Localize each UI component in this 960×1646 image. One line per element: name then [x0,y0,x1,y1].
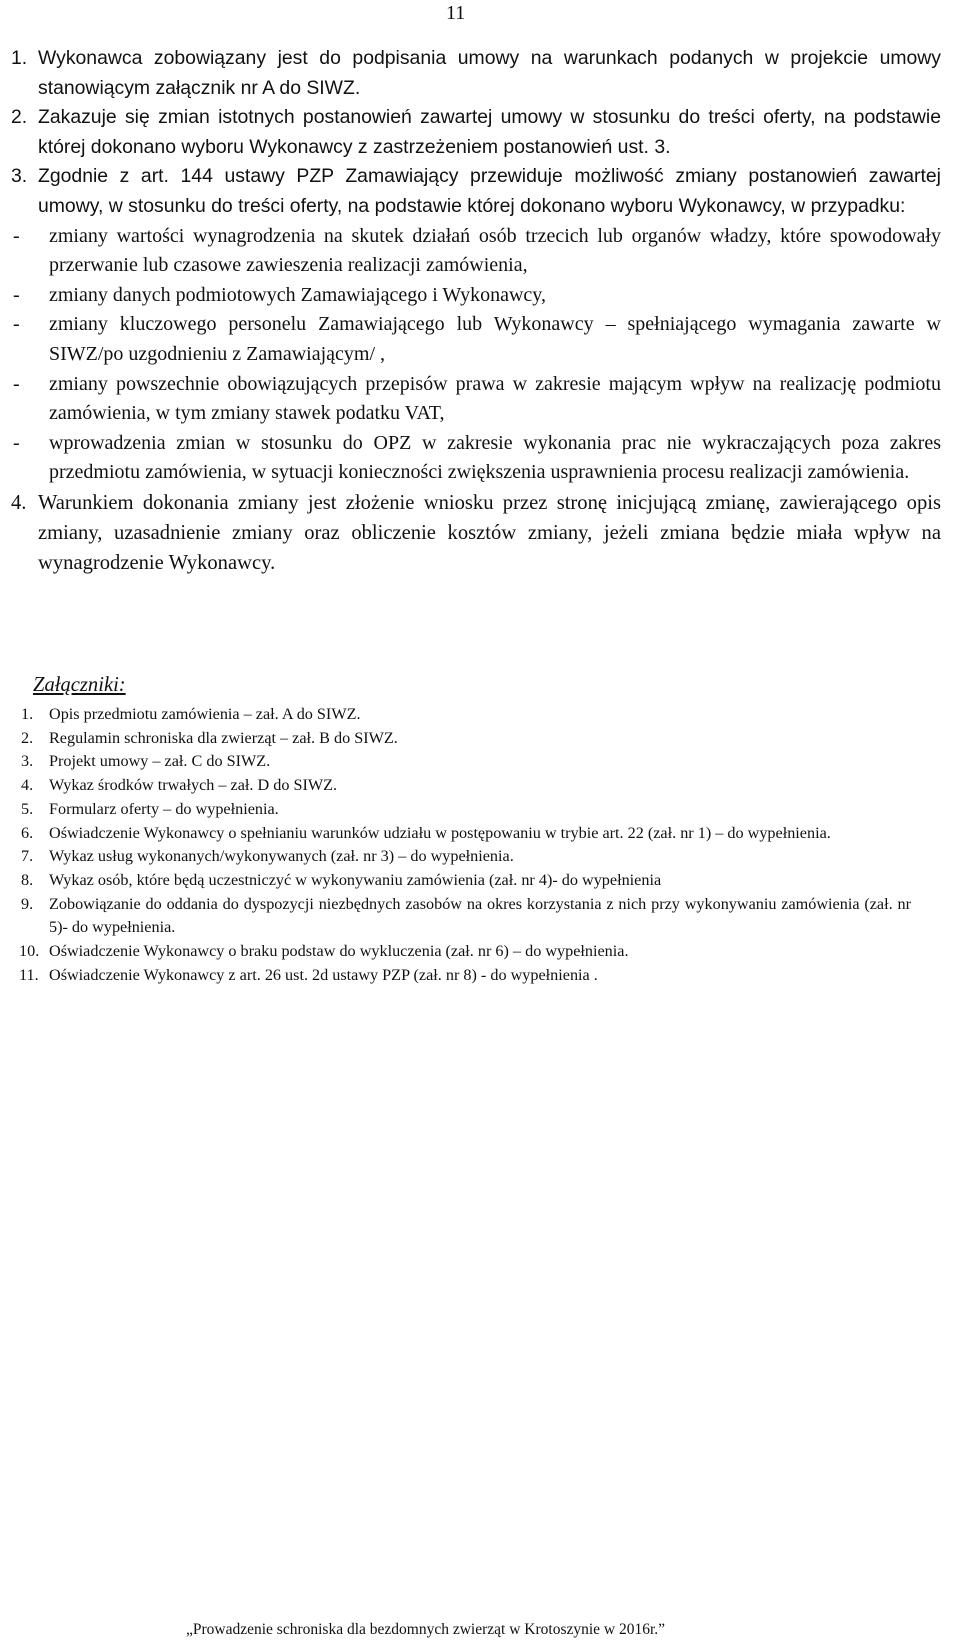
attachment-text: Oświadczenie Wykonawcy o spełnianiu warunków udziału w postępowaniu w trybie art. 22 (zał. nr 1) – do wypełnienia. [49,823,831,842]
main-content [11,44,941,578]
item-number: 3. [11,165,28,188]
list-item [11,162,941,221]
attachment-text: Opis przedmiotu zamówienia – zał. A do SIWZ. [49,705,361,723]
attachment-item [21,893,911,940]
dash-marker: - [13,431,20,454]
attachment-item [21,822,911,846]
page-number: 11 [446,2,466,24]
attachment-text: Wykaz środków trwałych – zał. D do SIWZ. [49,776,338,795]
dash-item-text: zmiany kluczowego personelu Zamawiającego lub Wykonawcy – spełniającego wymagania zawarte w SIWZ/po uzgodnieniu z Zamawiającym/ , [49,313,941,365]
attachment-item [21,774,911,798]
dash-marker: - [13,224,20,247]
attachments-list [21,703,911,987]
attachment-text: Projekt umowy – zał. C do SIWZ. [49,752,271,771]
list-item [11,103,941,162]
attachment-number: 11. [19,965,39,984]
attachment-number: 1. [21,705,34,723]
attachment-text: Oświadczenie Wykonawcy o braku podstaw do wykluczenia (zał. nr 6) – do wypełnienia. [49,942,629,961]
attachment-number: 4. [21,776,34,795]
attachment-number: 5. [21,799,34,818]
dash-marker: - [13,372,20,395]
dash-list-item [11,429,941,488]
attachment-number: 6. [21,823,34,842]
attachment-item [21,750,911,774]
attachment-number: 2. [21,728,34,747]
item-text: Zakazuje się zmian istotnych postanowień zawartej umowy w stosunku do treści oferty, na podstawie której dokonano wyboru Wykonawcy z zastrzeżeniem postanowień ust. 3. [38,106,941,158]
attachment-item [21,845,911,869]
attachment-text: Regulamin schroniska dla zwierząt – zał. B do SIWZ. [49,728,398,747]
attachment-number: 3. [21,752,34,771]
attachment-item [21,869,911,893]
dash-marker: - [13,283,20,306]
dash-item-text: zmiany powszechnie obowiązujących przepisów prawa w zakresie mającym wpływ na realizację podmiotu zamówienia, w tym zmiany stawek podatku VAT, [49,372,941,425]
item-text: Warunkiem dokonania zmiany jest złożenie wniosku przez stronę inicjującą zmianę, zawierającego opis zmiany, uzasadnienie zmiany oraz obliczenie kosztów zmiany, jeżeli zmiana będzie miała wpływ na wynagrodzenie Wykonawcy. [38,491,941,574]
dash-list-item [11,370,941,429]
list-item [11,488,941,578]
attachment-item [21,940,911,964]
attachment-text: Oświadczenie Wykonawcy z art. 26 ust. 2d ustawy PZP (zał. nr 8) - do wypełnienia . [49,965,598,984]
attachment-number: 8. [21,870,34,889]
attachment-number: 9. [21,894,34,913]
page-footer: „Prowadzenie schroniska dla bezdomnych zwierząt w Krotoszynie w 2016r.” [186,1621,666,1638]
dash-marker: - [13,313,20,336]
item-number: 2. [11,106,28,129]
dash-list-item [11,281,941,311]
attachment-number: 7. [21,847,34,866]
attachment-text: Zobowiązanie do oddania do dyspozycji niezbędnych zasobów na okres korzystania z nich przy wykonywaniu zamówienia (zał. nr 5)- do wypełnienia. [49,894,911,937]
attachment-item [21,727,911,751]
dash-item-text: zmiany wartości wynagrodzenia na skutek działań osób trzecich lub organów władzy, które spowodowały przerwanie lub czasowe zawieszenia realizacji zamówienia, [49,224,941,277]
item-number: 4. [11,491,27,514]
list-item [11,44,941,103]
attachment-item [21,964,911,988]
attachment-text: Formularz oferty – do wypełnienia. [49,799,279,818]
attachment-item [21,798,911,822]
item-text: Wykonawca zobowiązany jest do podpisania umowy na warunkach podanych w projekcie umowy stanowiącym załącznik nr A do SIWZ. [38,47,941,99]
attachment-number: 10. [19,942,40,961]
item-text: Zgodnie z art. 144 ustawy PZP Zamawiający przewiduje możliwość zmiany postanowień zawartej umowy, w stosunku do treści oferty, na podstawie której dokonano wyboru Wykonawcy, w przypadku: [38,165,941,217]
dash-list-item [11,310,941,369]
attachment-text: Wykaz osób, które będą uczestniczyć w wykonywaniu zamówienia (zał. nr 4)- do wypełnienia [49,870,662,889]
attachment-text: Wykaz usług wykonanych/wykonywanych (zał. nr 3) – do wypełnienia. [49,847,514,866]
attachment-item [21,703,911,727]
dash-list-item [11,222,941,281]
dash-item-text: zmiany danych podmiotowych Zamawiającego i Wykonawcy, [49,283,546,306]
dash-item-text: wprowadzenia zmian w stosunku do OPZ w zakresie wykonania prac nie wykraczających poza zakres przedmiotu zamówienia, w sytuacji konieczności zwiększenia usprawnienia procesu realizacji zamówienia. [49,431,941,484]
attachments-heading: Załączniki: [33,674,126,696]
item-number: 1. [11,47,28,69]
